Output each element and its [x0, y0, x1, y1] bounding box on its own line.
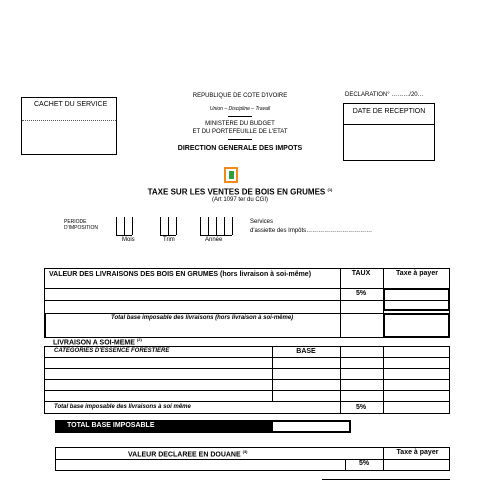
date-reception-divider [344, 124, 434, 125]
t2-row4 [44, 390, 450, 391]
assiette-label: d'assiette des Impôts…………………………… [250, 228, 373, 234]
emblem-icon [224, 167, 238, 183]
t1-total-label: Total base imposable des livraisons (hors livraison à soi-même) [111, 315, 294, 321]
sub-title: (Art 1097 ter du CGI) [211, 197, 269, 203]
total-base-bar [55, 420, 271, 433]
t2-total-label: Total base imposable des livraisons à soi même [54, 404, 191, 410]
motto: Union – Discipline – Travail [209, 106, 271, 112]
t1-col1 [340, 268, 341, 338]
t2-row2 [44, 368, 450, 369]
table3-label-note: (3) [242, 449, 248, 454]
direction-label: DIRECTION GENERALE DES IMPOTS [177, 145, 303, 152]
table3-taxe-header: Taxe à payer [396, 449, 439, 456]
taxe-header: Taxe à payer [396, 270, 438, 277]
t2-row1 [44, 357, 450, 358]
t1-taxe-cell[interactable] [383, 288, 450, 311]
t2-col1 [272, 346, 273, 402]
ministry-underline [228, 139, 252, 140]
mois-label: Mois [122, 237, 135, 243]
motto-underline [228, 116, 252, 117]
cachet-label: CACHET DU SERVICE [34, 101, 108, 108]
t2-row3 [44, 379, 450, 380]
table1-header-label: VALEUR DES LIVRAISONS DES BOIS EN GRUMES (hors livraison à soi-même) [49, 271, 312, 278]
base-header: BASE [296, 348, 316, 355]
t1-rate: 5% [355, 290, 367, 297]
t3-row1 [55, 459, 450, 460]
date-reception-box [343, 103, 435, 161]
t2-row5 [44, 401, 450, 402]
main-title-text: TAXE SUR LES VENTES DE BOIS EN GRUMES [147, 187, 326, 197]
categories-label: CATEGORIES D'ESSENCE FORESTIERE [54, 348, 170, 354]
table3-label-text: VALEUR DECLAREE EN DOUANE [128, 451, 241, 459]
annee-label: Année [205, 237, 223, 243]
main-title-note: (1) [327, 187, 333, 192]
total-base-label: TOTAL BASE IMPOSABLE [67, 422, 155, 429]
t3-rate: 5% [358, 460, 370, 467]
republic-label: REPUBLIQUE DE COTE D'IVOIRE [192, 93, 288, 99]
main-title [100, 187, 380, 197]
taux-header: TAUX [351, 270, 371, 277]
period-label: PERIODE D'IMPOSITION [64, 219, 99, 231]
date-reception-label: DATE DE RECEPTION [352, 108, 426, 115]
ministry-line1: MINISTERE DU BUDGET [205, 121, 275, 127]
t1-total-taxe-cell[interactable] [383, 313, 450, 338]
services-label: Services [250, 219, 274, 225]
cachet-divider [22, 120, 116, 121]
cachet-box [21, 97, 117, 155]
table2-section [53, 337, 142, 346]
declaration-label: DECLARATION° ………/20… [345, 92, 424, 98]
total-base-value-cell[interactable] [271, 420, 351, 433]
table2-section-note: (2) [136, 337, 142, 342]
ministry-line2: ET DU PORTEFEUILLE DE L'ETAT [192, 129, 288, 135]
table2-section-label: LIVRAISON A SOI-MEME [53, 339, 135, 347]
trim-label: Trim [163, 237, 175, 243]
t2-rate: 5% [355, 404, 367, 411]
t1-total-divider [45, 313, 46, 338]
table3-label [128, 449, 248, 458]
